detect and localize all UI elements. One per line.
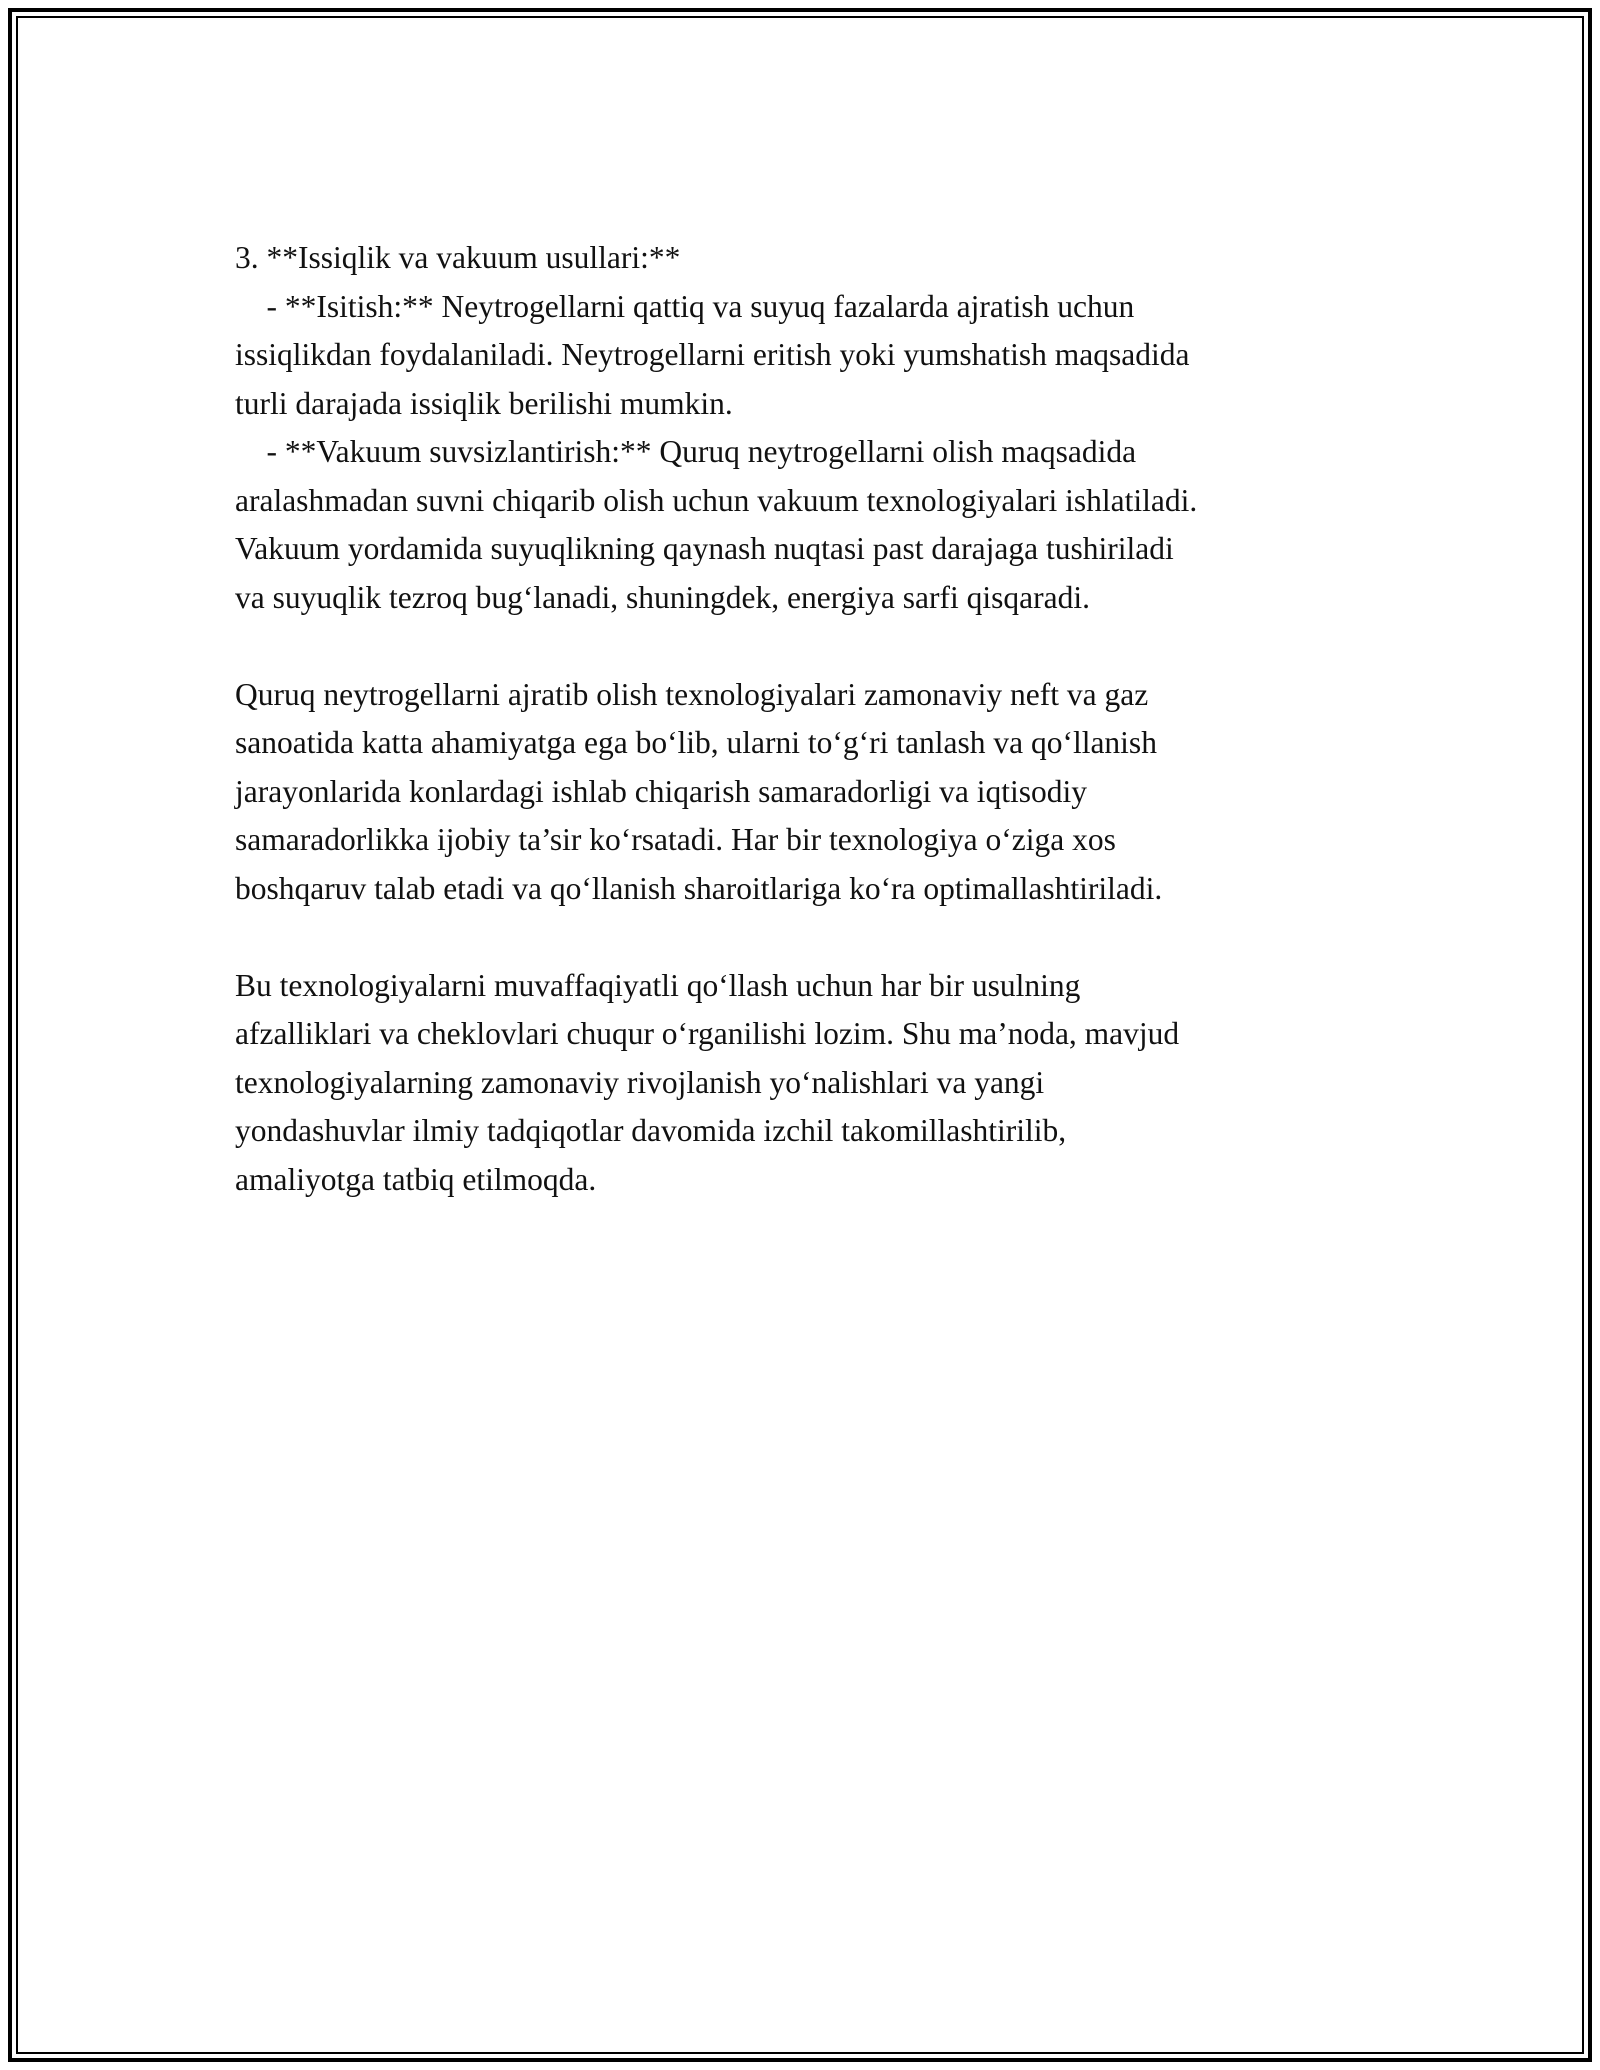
text-line: - **Vakuum suvsizlantirish:** Quruq neytrogellarni olish maqsadida [235, 434, 1137, 469]
section-3 [235, 234, 1385, 622]
paragraph-2 [235, 962, 1385, 1205]
text-line: va suyuqlik tezroq bug‘lanadi, shuningdek, energiya sarfi qisqaradi. [235, 579, 1090, 615]
text-line: texnologiyalarning zamonaviy rivojlanish yo‘nalishlari va yangi [235, 1064, 1045, 1100]
text-line: sanoatida katta ahamiyatga ega bo‘lib, ularni to‘g‘ri tanlash va qo‘llanish [235, 725, 1157, 760]
text-line: Bu texnologiyalarni muvaffaqiyatli qo‘llash uchun har bir usulning [235, 967, 1081, 1003]
bullet-heating [235, 283, 1385, 429]
text-line: afzalliklari va cheklovlari chuqur o‘rganilishi lozim. Shu ma’noda, mavjud [235, 1016, 1180, 1051]
paragraph-gap [235, 622, 1385, 671]
paragraph-gap [235, 913, 1385, 962]
paragraph-1 [235, 671, 1385, 914]
text-line: - **Isitish:** Neytrogellarni qattiq va suyuq fazalarda ajratish uchun [235, 288, 1135, 324]
text-line: Quruq neytrogellarni ajratib olish texnologiyalari zamonaviy neft va gaz [235, 676, 1149, 712]
bullet-vacuum-dewatering [235, 428, 1385, 622]
text-line: turli darajada issiqlik berilishi mumkin. [235, 385, 733, 421]
text-line: yondashuvlar ilmiy tadqiqotlar davomida izchil takomillashtirilib, [235, 1113, 1067, 1148]
text-line: aralashmadan suvni chiqarib olish uchun vakuum texnologiyalari ishlatiladi. [235, 482, 1198, 518]
text-line: jarayonlarida konlardagi ishlab chiqarish samaradorligi va iqtisodiy [235, 773, 1088, 809]
text-line: Vakuum yordamida suyuqlikning qaynash nuqtasi past darajaga tushiriladi [235, 531, 1174, 566]
document-body [235, 234, 1385, 1204]
text-line: samaradorlikka ijobiy ta’sir ko‘rsatadi. Har bir texnologiya o‘ziga xos [235, 822, 1116, 857]
text-line: issiqlikdan foydalaniladi. Neytrogellarni eritish yoki yumshatish maqsadida [235, 337, 1190, 372]
text-line: amaliyotga tatbiq etilmoqda. [235, 1161, 597, 1197]
section-heading: 3. **Issiqlik va vakuum usullari:** [235, 240, 681, 275]
text-line: boshqaruv talab etadi va qo‘llanish sharoitlariga ko‘ra optimallashtiriladi. [235, 870, 1163, 906]
